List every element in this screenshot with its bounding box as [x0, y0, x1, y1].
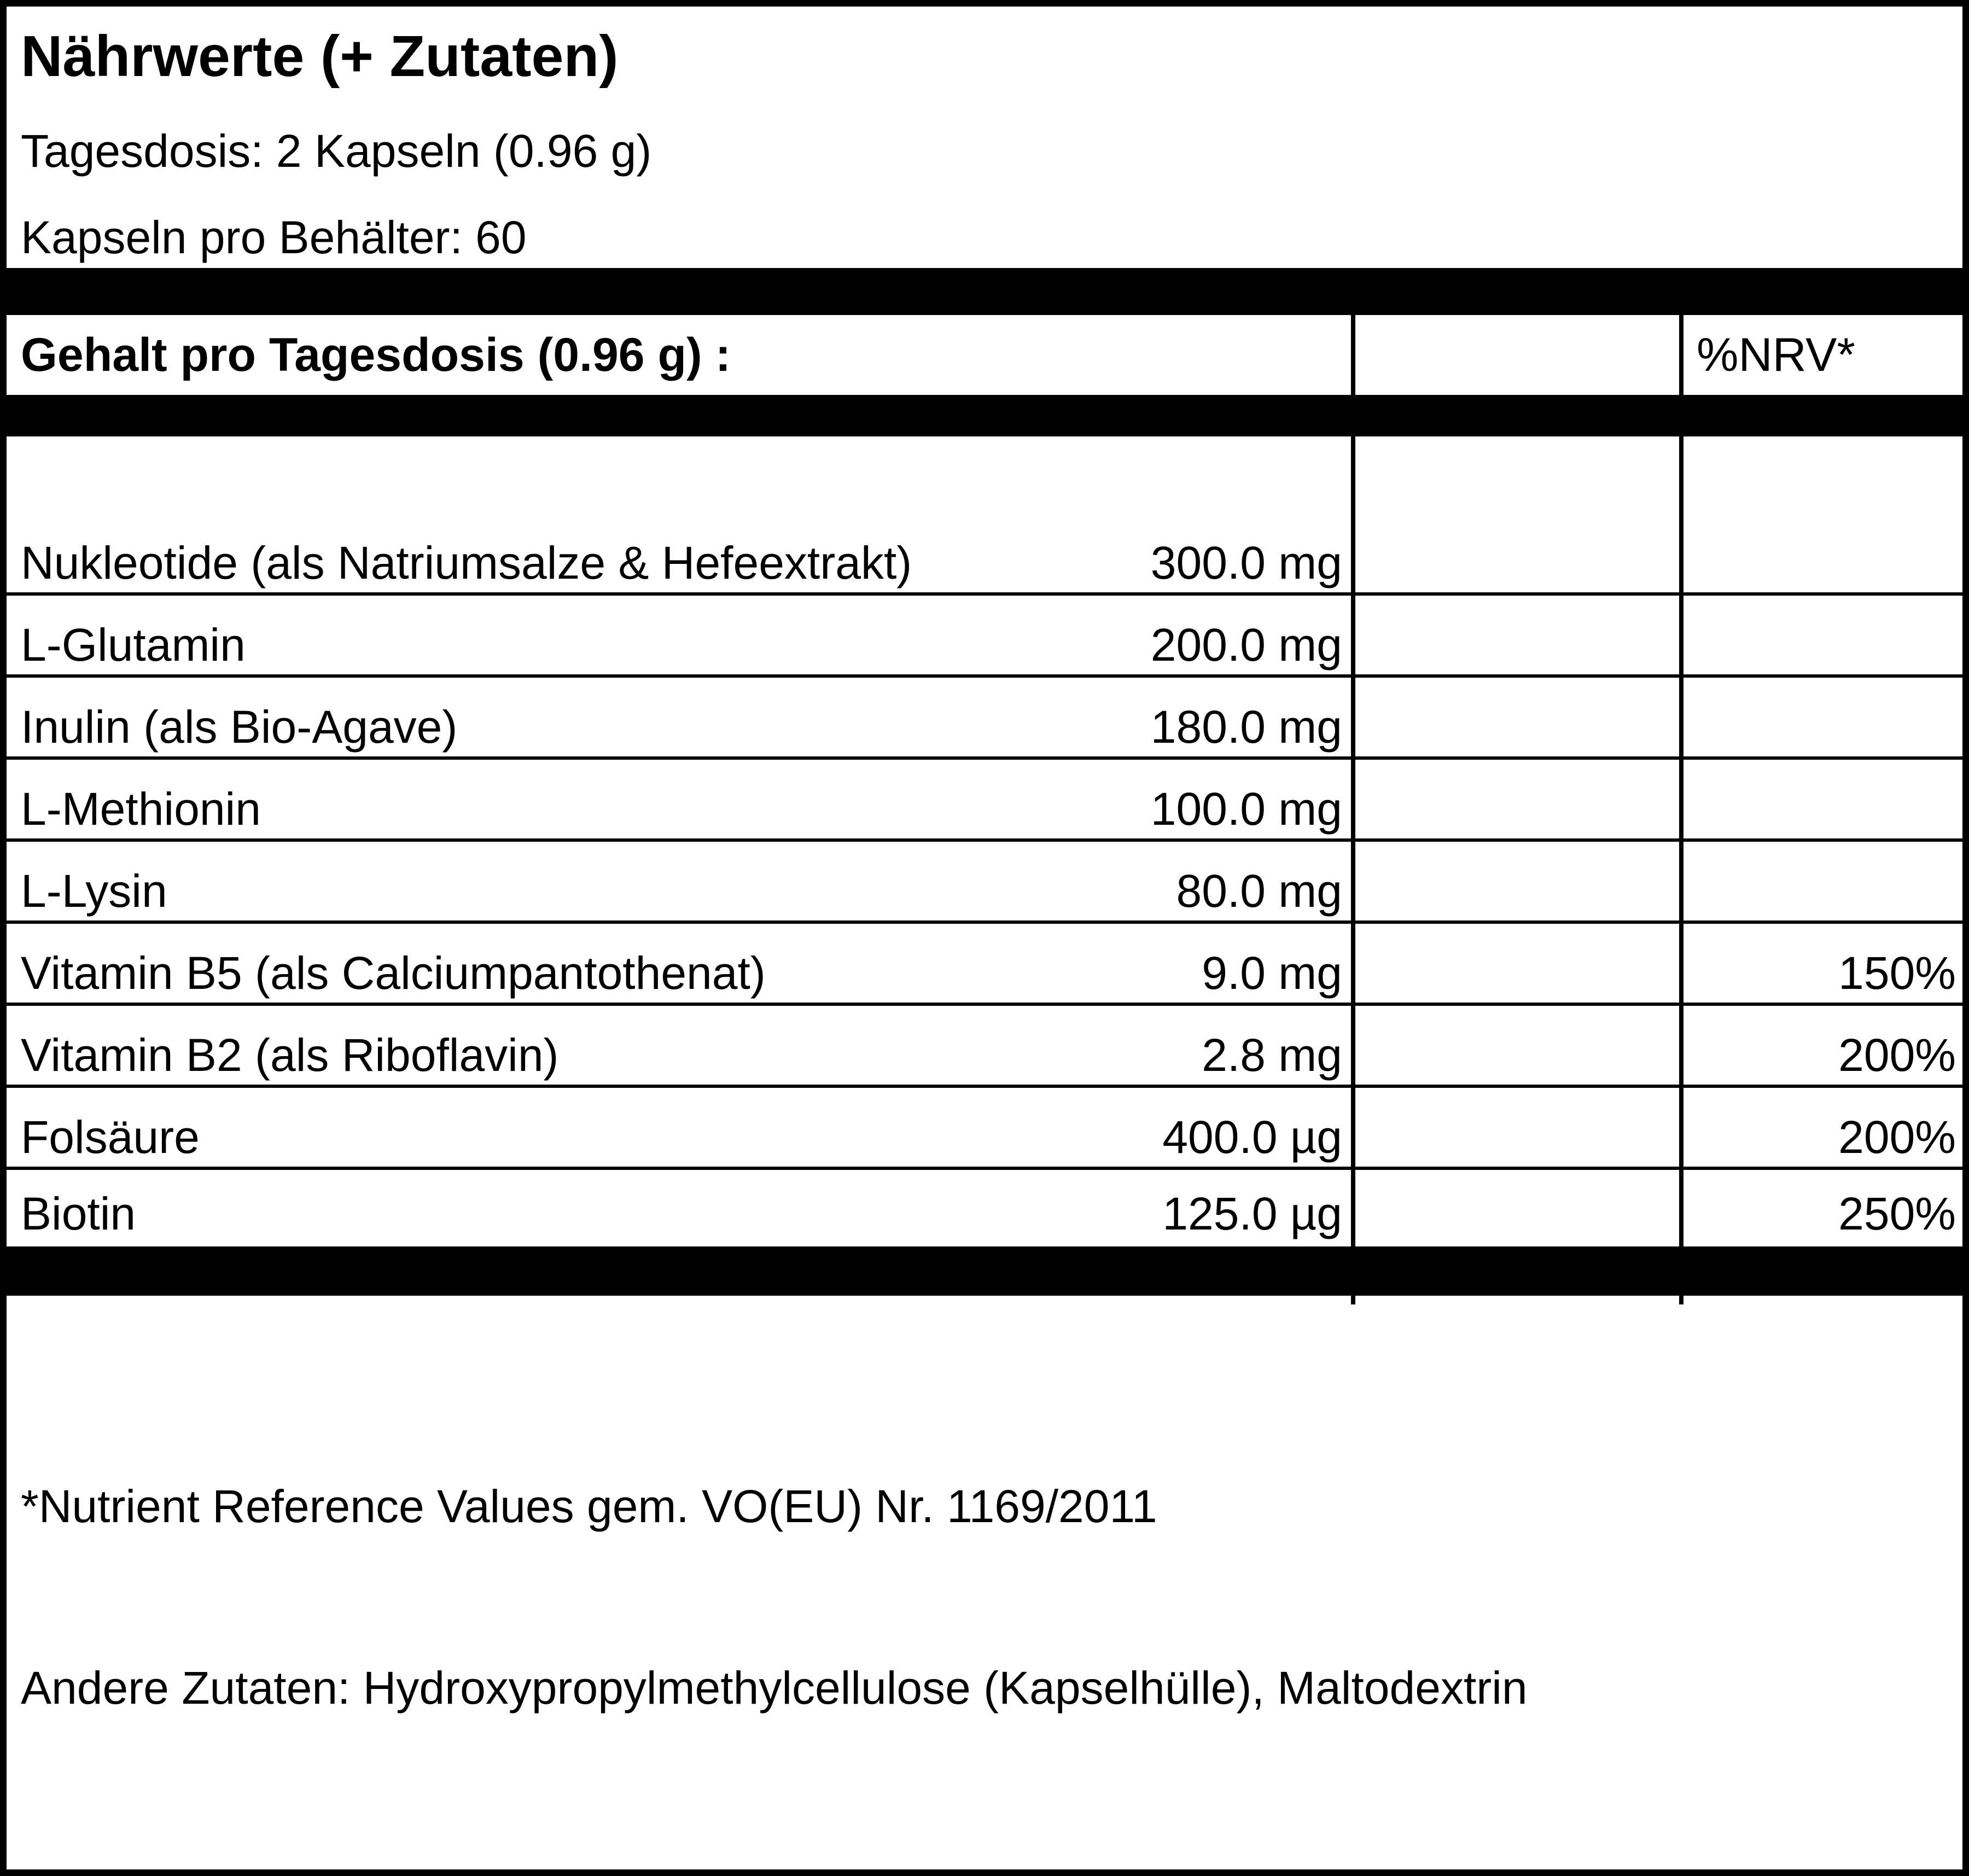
table-row	[7, 514, 1962, 596]
nutrient-table	[7, 436, 1962, 1246]
table-row	[7, 1164, 1962, 1246]
nutrient-amount: 180.0 mg	[1150, 701, 1342, 753]
nutrient-name: Nukleotide (als Natriumsalze & Hefeextrakt)	[21, 537, 912, 589]
table-row	[7, 596, 1962, 678]
table-row	[7, 1006, 1962, 1088]
nutrient-name: Inulin (als Bio-Agave)	[21, 701, 458, 753]
divider-bar-bottom	[7, 1246, 1962, 1296]
nutrient-nrv: 250%	[1838, 1188, 1956, 1239]
nutrient-name: L-Lysin	[21, 865, 167, 917]
nutrient-name: Biotin	[21, 1188, 136, 1239]
column-header-nrv: %NRV*	[1697, 329, 1855, 381]
nutrient-amount: 300.0 mg	[1150, 537, 1342, 589]
column-divider	[1679, 315, 1683, 395]
nutrient-amount: 80.0 mg	[1176, 865, 1342, 917]
other-ingredients: Andere Zutaten: Hydroxypropylmethylcellulose (Kapselhülle), Maltodextrin	[21, 1662, 1528, 1714]
nutrient-amount: 9.0 mg	[1202, 947, 1342, 999]
table-row	[7, 760, 1962, 842]
nutrient-amount: 125.0 µg	[1162, 1188, 1342, 1239]
column-divider	[1351, 1296, 1355, 1304]
nutrient-amount: 100.0 mg	[1150, 783, 1342, 835]
nrv-footnote: *Nutrient Reference Values gem. VO(EU) Nr. 1169/2011	[21, 1481, 1157, 1532]
nutrient-name: Vitamin B2 (als Riboflavin)	[21, 1029, 559, 1081]
label-title: Nährwerte (+ Zutaten)	[21, 24, 619, 89]
table-row	[7, 924, 1962, 1006]
nutrient-nrv: 200%	[1838, 1111, 1956, 1163]
nutrient-amount: 2.8 mg	[1202, 1029, 1342, 1081]
table-row	[7, 678, 1962, 760]
nutrient-name: Folsäure	[21, 1111, 200, 1163]
label-header	[7, 7, 1962, 275]
nutrient-amount: 200.0 mg	[1150, 619, 1342, 671]
column-divider	[1351, 315, 1355, 395]
nutrient-nrv: 150%	[1838, 947, 1956, 999]
column-divider	[1679, 1296, 1683, 1304]
divider-bar-header	[7, 395, 1962, 436]
serving-size: Tagesdosis: 2 Kapseln (0.96 g)	[21, 125, 652, 177]
servings-per-container: Kapseln pro Behälter: 60	[21, 212, 527, 263]
column-divider	[1679, 436, 1683, 1246]
nutrient-name: L-Glutamin	[21, 619, 246, 671]
divider-bar-top	[7, 268, 1962, 315]
table-row	[7, 1088, 1962, 1170]
nutrient-name: L-Methionin	[21, 783, 261, 835]
nutrient-name: Vitamin B5 (als Calciumpantothenat)	[21, 947, 766, 999]
column-header-content: Gehalt pro Tagesdosis (0.96 g) :	[21, 329, 731, 381]
nutrient-nrv: 200%	[1838, 1029, 1956, 1081]
column-divider	[1351, 436, 1355, 1246]
table-row	[7, 842, 1962, 924]
nutrient-amount: 400.0 µg	[1162, 1111, 1342, 1163]
